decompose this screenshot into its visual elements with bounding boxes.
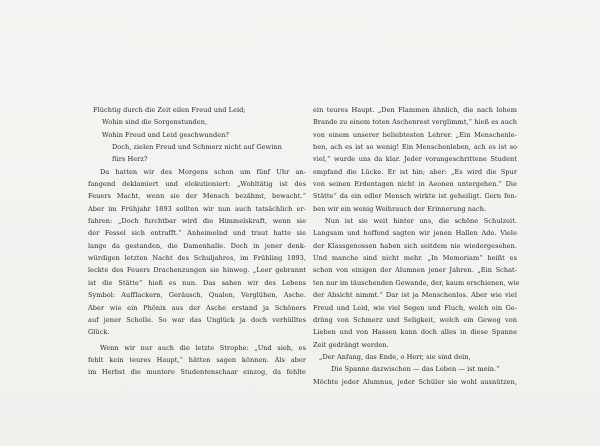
text-line: dräng von Schmerz und Seligkeit, welch ein Gewog von: [313, 315, 517, 324]
text-line: ben, ach es ist so wenig! Ein Menschenleben, ach es ist so: [313, 143, 517, 152]
text-line: Stätte“ da ein edler Mensch wirkte ist geheiligt. Gern fen-: [313, 192, 517, 201]
text-line: ein teures Haupt. „Den Flammen ähnlich, die nach lohem: [313, 106, 517, 114]
text-line: empfand die Lücke. Er ist hin; aber: „Es wird die Spur: [313, 167, 517, 176]
text-line: Wohin sind die Sorgenstunden,: [102, 118, 208, 127]
text-line: Doch, zielen Freud und Schmerz nicht auf Gewinn: [112, 143, 282, 152]
text-line: fürs Herz?: [112, 155, 148, 164]
text-line: Nun ist sie weit hinter uns, die schöne Schulzeit.: [325, 217, 517, 226]
text-line: der Absicht nimmt.“ Dar ist ja Menschenlos. Aber wie viel: [313, 291, 517, 300]
text-line: Glück.: [88, 328, 110, 337]
text-line: Feuers Macht, wenn sie der Mensch bezähmt, bewacht.“: [88, 192, 306, 201]
text-line: fahren: „Doch furchtbar wird die Himmelskraft, wenn sie: [88, 217, 306, 226]
text-line: viel,“ wurde uns da klar. Jeder vorangeschrittene Student: [313, 155, 517, 164]
text-line: Aber wie ein Phönix aus der Asche erstand ja Schöners: [88, 303, 306, 312]
text-line: Flüchtig durch die Zeit eilen Freud und Leid;: [93, 106, 246, 114]
text-line: Langsam und hoffend sagten wir jenen Hallen Ade. Viele: [313, 229, 517, 238]
text-line: Zeit gedrängt werden.: [313, 340, 389, 349]
text-line: fehlt kein teures Haupt,“ hätten sagen können. Als aber: [88, 355, 306, 364]
text-line: Brande zu einem toten Aschenrest verglimmt,“ hieß es auch: [313, 118, 517, 127]
text-line: auf jener Scholle. So war das Unglück ja doch verhülltes: [88, 315, 306, 324]
text-line: von einem unserer beliebtesten Lehrer. „Ein Menschenle-: [313, 130, 517, 139]
text-line: der Fessel sich entrafft.“ Anheimelnd und traut hatte sie: [88, 229, 306, 238]
text-line: Da hatten wir des Morgens schon um fünf Uhr an-: [100, 167, 306, 176]
text-line: von seinen Erdentagen nicht in Aeonen untergehen.“ Die: [313, 180, 517, 189]
text-line: Möchte jeder Alumnus, jeder Schüler sie wohl ausnützen,: [313, 377, 517, 386]
text-line: Wohin Freud und Leid geschwunden?: [102, 130, 229, 139]
text-line: Lieben und von Hassen kann doch alles in diese Spanne: [313, 328, 517, 337]
text-line: „Der Anfang, das Ende, o Herr, sie sind dein,: [319, 352, 471, 361]
text-line: Freud und Leid, wie viel Segen und Fluch, welch ein Ge-: [313, 303, 517, 312]
text-line: der Klassgenossen haben sich seitdem nie wiedergesehen.: [313, 241, 517, 250]
left-text-column: [88, 104, 306, 379]
text-line: leckte des Feuers Drachenzungen sie hinweg. „Leer gebrannt: [88, 266, 306, 275]
text-line: lange da gestanden, die Damenhalle. Doch in jener denk-: [88, 241, 306, 250]
text-line: ist die Stätte“ hieß es nun. Das sahen wir des Lebens: [88, 278, 306, 287]
text-line: schon von einigen der Alumnen jener Jahren. „Ein Schat-: [313, 266, 517, 275]
text-line: Wenn wir nur auch die letzte Strophe: „Und sieh, es: [100, 343, 306, 352]
right-text-column: [313, 104, 520, 388]
text-line: ten nur im täuschenden Gewande, der, kaum erschienen, wie: [313, 278, 520, 287]
text-line: Aber im Frühjahr 1893 sollten wir nun auch tatsächlich er-: [88, 204, 306, 213]
text-line: Die Spanne dazwischen — das Leben — ist mein.“: [331, 365, 500, 374]
text-line: Und manche sind nicht mehr. „In Memoriam“ heißt es: [313, 254, 517, 263]
text-line: ben wir ein wenig Weihrauch der Erinnerung nach.: [313, 204, 487, 213]
text-line: Symbol: Aufflackern, Geräusch, Qualen, Verglühen, Asche.: [88, 291, 306, 300]
text-line: würdigen letzten Nacht des Schuljahres, im Frühling 1893,: [88, 254, 306, 263]
text-line: fangend deklamiert und elokutioniert: „Wohltätig ist des: [88, 180, 306, 189]
text-line: im Herbst die muntere Studentenschaar einzog, da fehlte: [88, 368, 306, 377]
